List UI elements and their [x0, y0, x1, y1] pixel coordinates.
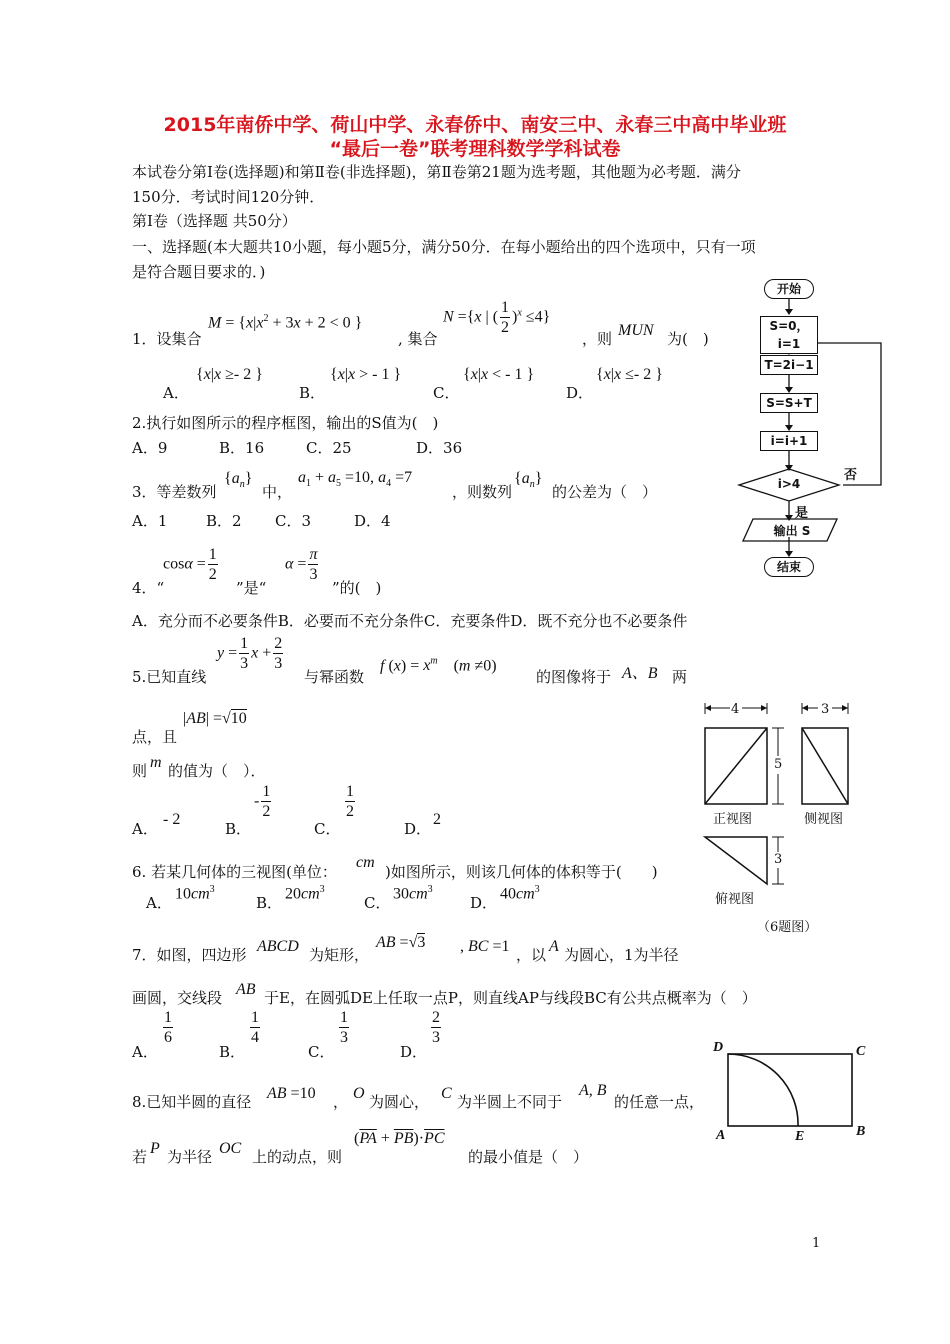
q4-options: A．充分而不必要条件B．必要而不充分条件C．充要条件D．既不充分也不必要条件: [132, 612, 688, 630]
q6-unit: cm: [356, 854, 375, 871]
q7-option-a: $\frac{1}{6}$: [164, 1009, 172, 1046]
top-view-label: 俯视图: [715, 892, 755, 907]
q7-line2b: 于E，在圆弧DE上任取一点P，则直线AP与线段BC有公共点概率为（ ）: [264, 989, 757, 1007]
q7-ab-seg: AB: [236, 981, 256, 998]
q1-prefix: 1．设集合: [132, 330, 202, 348]
q1-option-c: {x|x < - 1 }: [463, 366, 535, 383]
front-view-label: 正视图: [713, 812, 753, 827]
q3-mid: 中，: [262, 483, 293, 501]
flowchart-step-i: i=i+1: [760, 431, 818, 451]
q4-prefix: 4．“: [132, 579, 165, 597]
q5-option-a: - 2: [163, 811, 181, 828]
point-c: C: [856, 1044, 866, 1059]
rectangle-figure: [726, 1050, 854, 1130]
q5-prefix: 5.已知直线: [132, 668, 207, 686]
q5-option-d: 2: [433, 811, 441, 828]
flowchart-yes-label: 是: [795, 506, 809, 521]
q6-prefix: 6. 若某几何体的三视图(单位：: [132, 863, 337, 881]
q8-tail: 的任意一点，: [614, 1093, 705, 1111]
section-heading: 第Ⅰ卷（选择题 共50分）: [132, 212, 297, 230]
q5-line2: 点，且: [132, 728, 178, 746]
dim-front-width: 4: [731, 702, 740, 717]
q3-option-b: B．2: [206, 512, 242, 530]
q1-suffix: ，则: [582, 330, 613, 348]
flowchart-condition: i>4: [777, 477, 801, 491]
q6-option-a: $10cm^3$: [175, 884, 215, 903]
q8-ab-points: A, B: [579, 1082, 607, 1099]
q7-option-a-label: A．: [132, 1043, 158, 1061]
q5-points: A、B: [622, 665, 658, 682]
q3-option-a: A．1: [132, 512, 168, 530]
dim-height: 5: [774, 757, 783, 772]
q8-line2a: 若: [132, 1148, 148, 1166]
q2-option-a: A．9: [132, 439, 168, 457]
q1-set-m: $M = \{x|x^2 + 3x + 2 < 0$ }: [208, 313, 363, 332]
q7-option-d: $\frac{2}{3}$: [432, 1009, 440, 1046]
point-e: E: [795, 1129, 805, 1144]
flowchart-no-label: 否: [844, 468, 858, 483]
q8-prefix: 8.已知半圆的直径: [132, 1093, 252, 1111]
q3-mid2: ，则数列: [452, 483, 513, 501]
q5-line3: 则: [132, 762, 148, 780]
q4-mid: ”是“: [236, 579, 267, 597]
point-b: B: [856, 1124, 866, 1139]
q4-tail: ”的( ): [332, 579, 382, 597]
q2-option-b: B．16: [219, 439, 265, 457]
q5-line3b: 的值为（ ）．: [168, 762, 266, 780]
q1-option-c-label: C．: [433, 384, 460, 402]
q3-cond: $a_1 + a_5 =10$, $a_4 =7$: [298, 469, 413, 490]
q5-option-b-label: B．: [225, 820, 252, 838]
q6-option-c-label: C．: [364, 894, 391, 912]
q3-tail: 的公差为（ ）: [552, 483, 658, 501]
q1-option-b: {x|x > - 1 }: [330, 366, 402, 383]
q6-option-c: $30cm^3$: [393, 884, 433, 903]
intro-line-2: 150分．考试时间120分钟．: [132, 188, 325, 206]
q8-p: P: [150, 1140, 160, 1157]
q7-prefix: 7．如图，四边形: [132, 946, 247, 964]
q7-option-c-label: C．: [308, 1043, 335, 1061]
q8-mid: ，: [333, 1093, 349, 1111]
q6-option-b-label: B．: [256, 894, 283, 912]
q7-option-c: $\frac{1}{3}$: [340, 1009, 348, 1046]
point-a: A: [716, 1128, 726, 1143]
q8-ab: AB =10: [267, 1085, 316, 1102]
q5-option-c-label: C．: [314, 820, 341, 838]
q6-option-d-label: D．: [470, 894, 498, 912]
q3-seq: $\{a_n\}$: [224, 470, 253, 491]
q3-option-c: C．3: [275, 512, 312, 530]
q1-mid: , 集合: [398, 330, 438, 348]
q5-line-eq: y = $\frac{1}{3}$ x + $\frac{2}{3}$: [217, 635, 283, 672]
q5-option-c: $\frac{1}{2}$: [346, 783, 354, 820]
point-d: D: [713, 1040, 724, 1055]
q5-tail: 的图像将于: [536, 668, 612, 686]
q2-text: 2.执行如图所示的程序框图，输出的S值为( ): [132, 414, 439, 432]
q7-line2a: 画圆，交线段: [132, 989, 223, 1007]
q7-option-b: $\frac{1}{4}$: [251, 1009, 259, 1046]
q8-mid3: 为半圆上不同于: [457, 1093, 563, 1111]
intro-line-1: 本试卷分第Ⅰ卷(选择题)和第Ⅱ卷(非选择题)，第Ⅱ卷第21题为选考题，其他题为必考题．满分: [132, 163, 741, 181]
q1-option-b-label: B．: [299, 384, 326, 402]
q7-tail: 为圆心，1为半径: [564, 946, 679, 964]
q1-option-d: {x|x ≤- 2 }: [596, 366, 663, 383]
q6-option-b: $20cm^3$: [285, 884, 325, 903]
flowchart-end: 结束: [764, 557, 814, 577]
q1-tail: 为( ): [667, 330, 709, 348]
title-line-2: “最后一卷”联考理科数学学科试卷: [329, 138, 621, 160]
q8-line2d: 的最小值是（ ）: [468, 1148, 589, 1166]
q7-mid: 为矩形，: [309, 946, 370, 964]
q7-a: A: [549, 938, 559, 955]
q8-line2b: 为半径: [167, 1148, 213, 1166]
q7-ab: AB =√3: [376, 934, 426, 951]
q8-mid2: 为圆心，: [369, 1093, 430, 1111]
q5-ab-length: |AB| =√10: [183, 710, 247, 727]
title-line-1: 2015年南侨中学、荷山中学、永春侨中、南安三中、永春三中高中毕业班: [163, 114, 787, 136]
part-instructions-2: 是符合题目要求的．): [132, 263, 266, 281]
q5-tail2: 两: [672, 668, 688, 686]
q7-option-d-label: D．: [400, 1043, 428, 1061]
q2-option-c: C．25: [306, 439, 352, 457]
q6-option-a-label: A．: [146, 894, 172, 912]
q8-o: O: [353, 1085, 365, 1102]
dim-side-width: 3: [821, 702, 830, 717]
flowchart-step-t: T=2i−1: [760, 355, 818, 375]
flowchart-init: S=0，i=1: [760, 316, 818, 354]
q5-power-fn: f $(x) = x^m$ (m ≠0): [380, 656, 497, 675]
q5-option-d-label: D．: [404, 820, 432, 838]
part-instructions-1: 一、选择题(本大题共10小题，每小题5分，满分50分．在每小题给出的四个选项中，只有一项: [132, 238, 756, 256]
q3-seq-2: $\{a_n\}$: [514, 470, 543, 491]
q3-prefix: 3．等差数列: [132, 483, 217, 501]
q3-option-d: D．4: [354, 512, 391, 530]
q8-oc: OC: [219, 1140, 242, 1157]
q6-tail: )如图所示，则该几何体的体积等于( ): [385, 863, 658, 881]
q8-c: C: [441, 1085, 452, 1102]
q5-m: m: [150, 754, 162, 771]
q7-mid2: ，以: [516, 946, 547, 964]
q5-option-b: - $\frac{1}{2}$: [254, 783, 271, 820]
q5-mid: 与幂函数: [304, 668, 365, 686]
q7-abcd: ABCD: [257, 938, 299, 955]
page-number: 1: [812, 1236, 821, 1251]
q1-option-d-label: D．: [566, 384, 594, 402]
flowchart-start: 开始: [764, 279, 814, 299]
figure-caption: （6题图）: [757, 920, 818, 935]
q7-bc: , BC =1: [460, 938, 510, 955]
q4-cond-1: cosα = $\frac{1}{2}$: [163, 546, 217, 583]
q1-set-n: N ={x | ( $\frac{1}{2}$ )$^x$ ≤4}: [443, 299, 551, 336]
flowchart-step-s: S=S+T: [760, 393, 818, 413]
flowchart-output: 输出 S: [773, 524, 811, 538]
q8-line2c: 上的动点，则: [252, 1148, 343, 1166]
q5-option-a-label: A．: [132, 820, 158, 838]
q1-option-a: {x|x ≥- 2 }: [196, 366, 263, 383]
q4-cond-2: α = $\frac{\pi}{3}$: [285, 546, 318, 583]
side-view-label: 侧视图: [804, 812, 844, 827]
q1-expr: MUN: [618, 322, 654, 339]
dim-top-height: 3: [774, 852, 783, 867]
q8-vector-expr: $(\overline{PA} + \overline{PB})\cdot\overline{PC}$: [354, 1130, 445, 1147]
q2-option-d: D．36: [416, 439, 463, 457]
q1-option-a-label: A．: [163, 384, 189, 402]
q6-option-d: $40cm^3$: [500, 884, 540, 903]
q7-option-b-label: B．: [219, 1043, 246, 1061]
